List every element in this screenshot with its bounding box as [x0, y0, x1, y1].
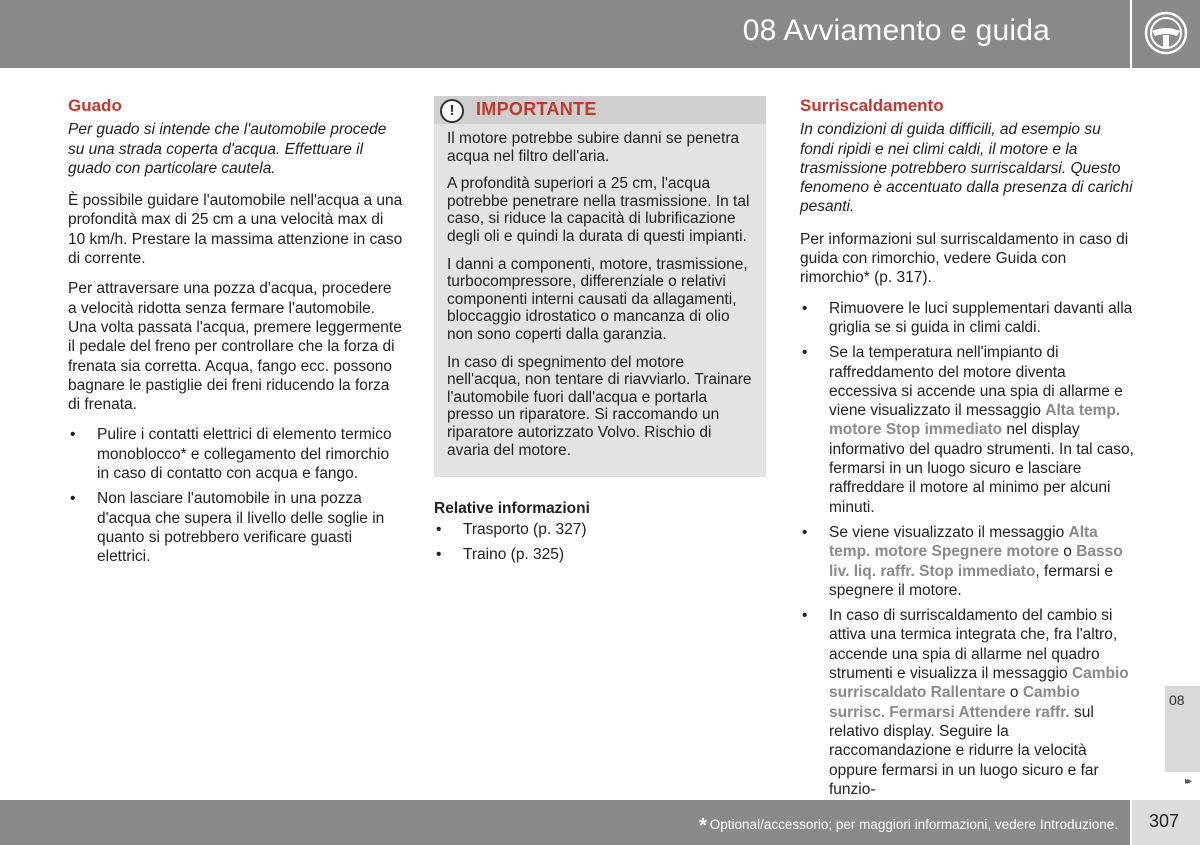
- paragraph: A profondità superiori a 25 cm, l'acqua potrebbe penetrare nella trasmissione. In tal caso, si riduce la capacità di lubrificazione degli oli e quindi la durata di questi impianti.: [447, 175, 750, 245]
- continue-arrows-icon: ▸▸: [1185, 776, 1190, 787]
- display-message: Cambio surrisc. Fermarsi Attendere raffr.: [829, 684, 1080, 721]
- chapter-title: 08 Avviamento e guida: [742, 14, 1050, 47]
- page-number-box: [1132, 800, 1200, 845]
- list-item-text: sul relativo display. Seguire la raccomandazione e ridurre la velocità oppure fermarsi in un luogo sicuro e far funzio-: [829, 703, 1099, 798]
- list-item: [800, 299, 1135, 338]
- list-item-text: o: [1005, 684, 1023, 702]
- list-item-text: Se la temperatura nell'impianto di raffreddamento del motore diventa eccessiva si accende una spia di allarme e viene visualizzato il messaggio: [829, 344, 1123, 420]
- paragraph: In caso di spegnimento del motore nell'acqua, non tentare di riavviarlo. Trainare l'automobile fuori dall'acqua e portarla presso un riparatore. Si raccomando un riparatore autorizzato Volvo. Rischio di avaria del motore.: [447, 353, 752, 459]
- list-item: • Pulire i contatti elettrici di elemento termico monoblocco* e collegamento del rimorchio in caso di contatto con acqua e fango.: [68, 425, 403, 483]
- list-item: [800, 343, 1135, 517]
- intro-text: In condizioni di guida difficili, ad esempio su fondi ripidi e nei climi caldi, il motore e la trasmissione potrebbero surriscaldarsi. Questo fenomeno è accentuato dalla presenza di carichi pesanti.: [800, 121, 1133, 216]
- list-item-text: Se viene visualizzato il messaggio: [829, 523, 1069, 541]
- related-link[interactable]: • Traino (p. 325): [434, 545, 766, 564]
- related-title: Relative informazioni: [434, 500, 590, 518]
- warning-body: [434, 124, 766, 459]
- list-item-text: nel display informativo del quadro strumenti. In tal caso, fermarsi in un luogo sicuro e lasciare raffreddare il motore al minimo per alcuni minuti.: [829, 421, 1134, 516]
- list-item-text: In caso di surriscaldamento del cambio si attiva una termica integrata che, fra l'altro, accende una spia di allarme nel quadro strumenti e visualizza il messaggio: [829, 607, 1118, 683]
- warning-header: [434, 96, 766, 124]
- intro-text: Per guado si intende che l'automobile procede su una strada coperta d'acqua. Effettuare il guado con particolare cautela.: [68, 121, 387, 177]
- bullet-list: [800, 299, 1135, 799]
- list-item: [800, 606, 1135, 799]
- page-header: [0, 0, 1130, 68]
- list-item-text: o: [1058, 543, 1077, 561]
- warning-box: [434, 96, 766, 477]
- paragraph: È possibile guidare l'automobile nell'acqua a una profondità max di 25 cm a una velocità max di 10 km/h. Prestare la massima attenzione in caso di corrente.: [68, 192, 403, 268]
- display-message: Alta temp. motore Stop immediato: [829, 402, 1121, 439]
- list-item-text: Rimuovere le luci supplementari davanti alla griglia se si guida in climi caldi.: [829, 299, 1133, 336]
- related-list: [434, 520, 766, 564]
- column-surriscaldamento: [800, 96, 1135, 805]
- exclamation-icon: !: [440, 99, 464, 123]
- chapter-icon-box: [1132, 0, 1200, 68]
- paragraph: I danni a componenti, motore, trasmissione, turbocompressore, differenziale o relativi componenti interni causati da allagamenti, bloccaggio idrostatico o mancanza di olio non sono coperti dalla garanzia.: [447, 255, 748, 343]
- paragraph: Per informazioni sul surriscaldamento in caso di guida con rimorchio, vedere Guida con rimorchio* (p. 317).: [800, 230, 1129, 287]
- footer-note: [699, 815, 1118, 838]
- paragraph: Il motore potrebbe subire danni se penetra acqua nel filtro dell'aria.: [447, 130, 740, 165]
- page-footer: [0, 800, 1130, 845]
- display-message: Alta temp. motore Spegnere motore: [829, 523, 1098, 561]
- chapter-tab-label: 08: [1169, 692, 1185, 708]
- warning-title: IMPORTANTE: [476, 99, 597, 119]
- steering-wheel-icon: [1144, 11, 1188, 55]
- footer-note-text: Optional/accessorio; per maggiori informazioni, vedere Introduzione.: [709, 817, 1118, 832]
- display-message: Cambio surriscaldato Rallentare: [829, 665, 1129, 702]
- column-important: [434, 96, 766, 569]
- bullet-list: [68, 425, 403, 566]
- related-link[interactable]: • Trasporto (p. 327): [434, 520, 766, 539]
- chapter-tab: [1165, 686, 1200, 772]
- section-title-guado: Guado: [68, 96, 122, 115]
- section-title-surriscaldamento: Surriscaldamento: [800, 96, 944, 115]
- footnote-star: *: [698, 815, 707, 837]
- list-item-text: , fermarsi e spegnere il motore.: [829, 562, 1113, 599]
- page-number: 307: [1149, 811, 1180, 831]
- list-item: • Non lasciare l'automobile in una pozza d'acqua che supera il livello delle soglie in quanto si potrebbero verificare guasti elettrici.: [68, 489, 403, 566]
- paragraph: Per attraversare una pozza d'acqua, procedere a velocità ridotta senza fermare l'automobile. Una volta passata l'acqua, premere leggermente il pedale del freno per controllare che la forza di frenata sia corretta. Acqua, fango ecc. possono bagnare le pastiglie dei freni riducendo la forza di frenata.: [68, 280, 402, 414]
- list-item: [800, 523, 1135, 600]
- display-message: Basso liv. liq. raffr. Stop immediato: [829, 543, 1123, 580]
- column-guado: [68, 96, 403, 573]
